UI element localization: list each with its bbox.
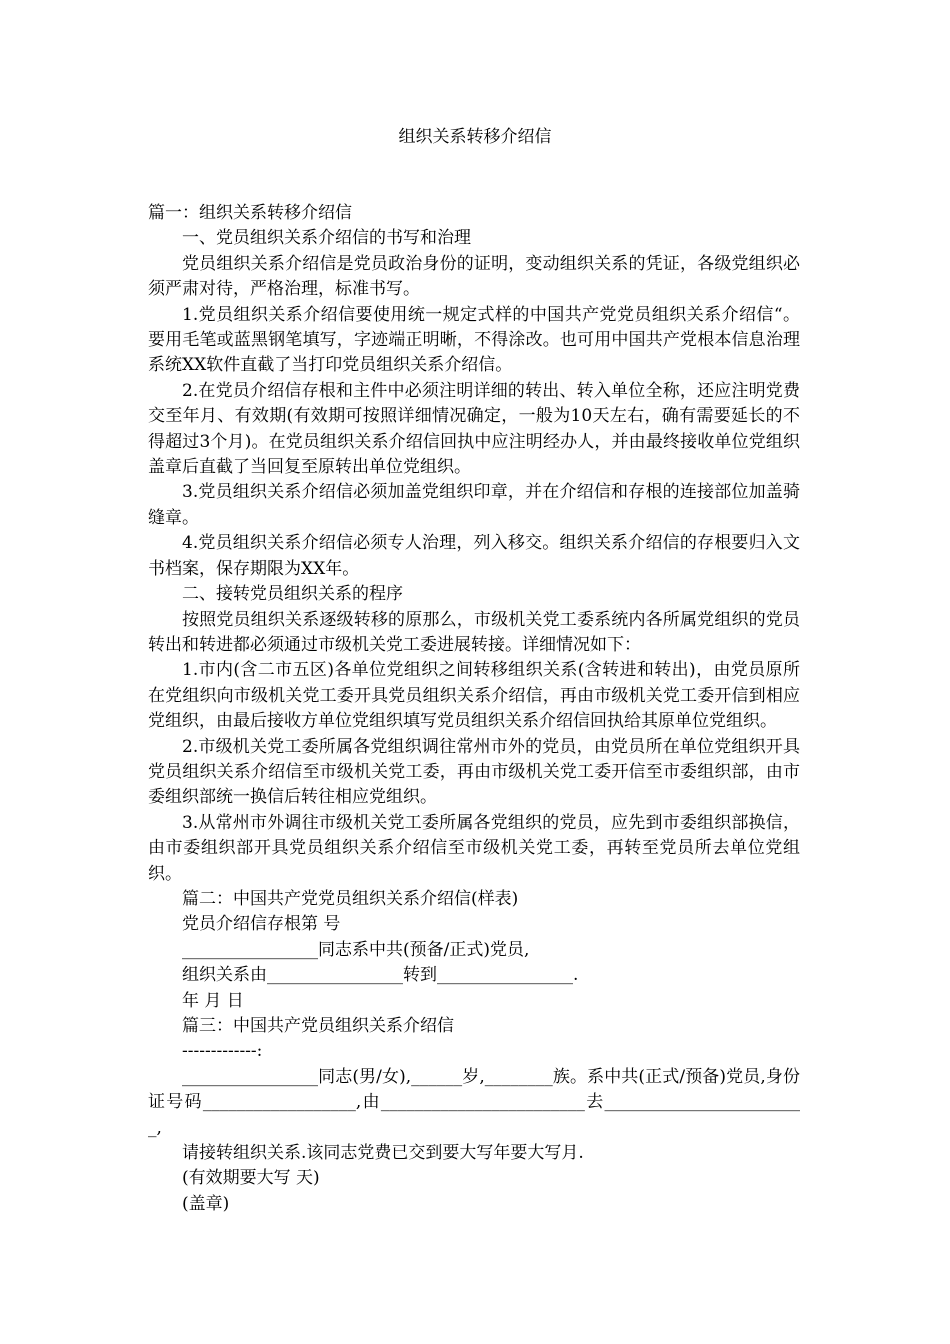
document-title: 组织关系转移介绍信: [398, 127, 552, 147]
section-heading-2: 篇二：中国共产党党员组织关系介绍信(样表): [182, 888, 519, 909]
section-heading-3: 篇三：中国共产党员组织关系介绍信: [182, 1016, 454, 1036]
paragraph: 4.党员组织关系介绍信必须专人治理，列入移交。组织关系介绍信的存根要归入文书档案，保存期限为XX年。: [148, 533, 800, 579]
subheading-1: 一、党员组织关系介绍信的书写和治理: [182, 228, 471, 249]
paragraph: 2.在党员介绍信存根和主件中必须注明详细的转出、转入单位全称，还应注明党费交至年月、有效期(有效期可按照详细情况确定，一般为10天左右，确有需要延长的不得超过3个月)。在党员组织关系介绍信回执中应注明经办人，并由最终接收单位党组织盖章后直截了当回复至原转出单位党组织。: [148, 380, 800, 478]
section-heading-1: 篇一：组织关系转移介绍信: [148, 203, 352, 223]
form-line: 请接转组织关系.该同志党费已交到要大写年要大写月.: [182, 1143, 584, 1164]
paragraph: 按照党员组织关系逐级转移的原那么，市级机关党工委系统内各所属党组织的党员转出和转进都必须通过市级机关党工委进展转接。详细情况如下：: [148, 609, 800, 655]
paragraph: 3.党员组织关系介绍信必须加盖党组织印章，并在介绍信和存根的连接部位加盖骑缝章。: [148, 482, 800, 528]
seal-line: (盖章): [182, 1193, 230, 1214]
document-body: [148, 201, 800, 1217]
form-line: (有效期要大写 天): [182, 1168, 320, 1189]
paragraph: 1.市内(含二市五区)各单位党组织之间转移组织关系(含转进和转出)，由党员原所在党组织向市级机关党工委开具党员组织关系介绍信，再由市级机关党工委开信到相应党组织，由最后接收方单位党组织填写党员组织关系介绍信回执给其原单位党组织。: [148, 660, 800, 732]
form-line: 组织关系由________________转到________________.: [182, 965, 579, 986]
paragraph: 1.党员组织关系介绍信要使用统一规定式样的中国共产党党员组织关系介绍信“。要用毛笔或蓝黑钢笔填写，字迹端正明晰，不得涂改。也可用中国共产党根本信息治理系统XX软件直截了当打印党员组织关系介绍信。: [148, 304, 800, 376]
form-line: -------------:: [182, 1041, 263, 1062]
form-line: ________________同志系中共(预备/正式)党员,: [182, 939, 530, 960]
paragraph: 2.市级机关党工委所属各党组织调往常州市外的党员，由党员所在单位党组织开具党员组织关系介绍信至市级机关党工委，再由市级机关党工委开信至市委组织部，由市委组织部统一换信后转往相应党组织。: [148, 736, 800, 808]
paragraph: 党员组织关系介绍信是党员政治身份的证明，变动组织关系的凭证，各级党组织必须严肃对待，严格治理，标准书写。: [148, 253, 800, 300]
subheading-2: 二、接转党员组织关系的程序: [182, 584, 403, 605]
paragraph: 3.从常州市外调往市级机关党工委所属各党组织的党员，应先到市委组织部换信，由市委组织部开具党员组织关系介绍信至市级机关党工委，再转至党员所去单位党组织。: [148, 812, 800, 884]
form-paragraph: ________________同志(男/女),______岁,________族。系中共(正式/预备)党员,身份证号码__________________,由________________________去________________________,: [148, 1066, 800, 1138]
date-line: 年 月 日: [182, 990, 244, 1011]
form-line: 党员介绍信存根第 号: [182, 914, 341, 935]
